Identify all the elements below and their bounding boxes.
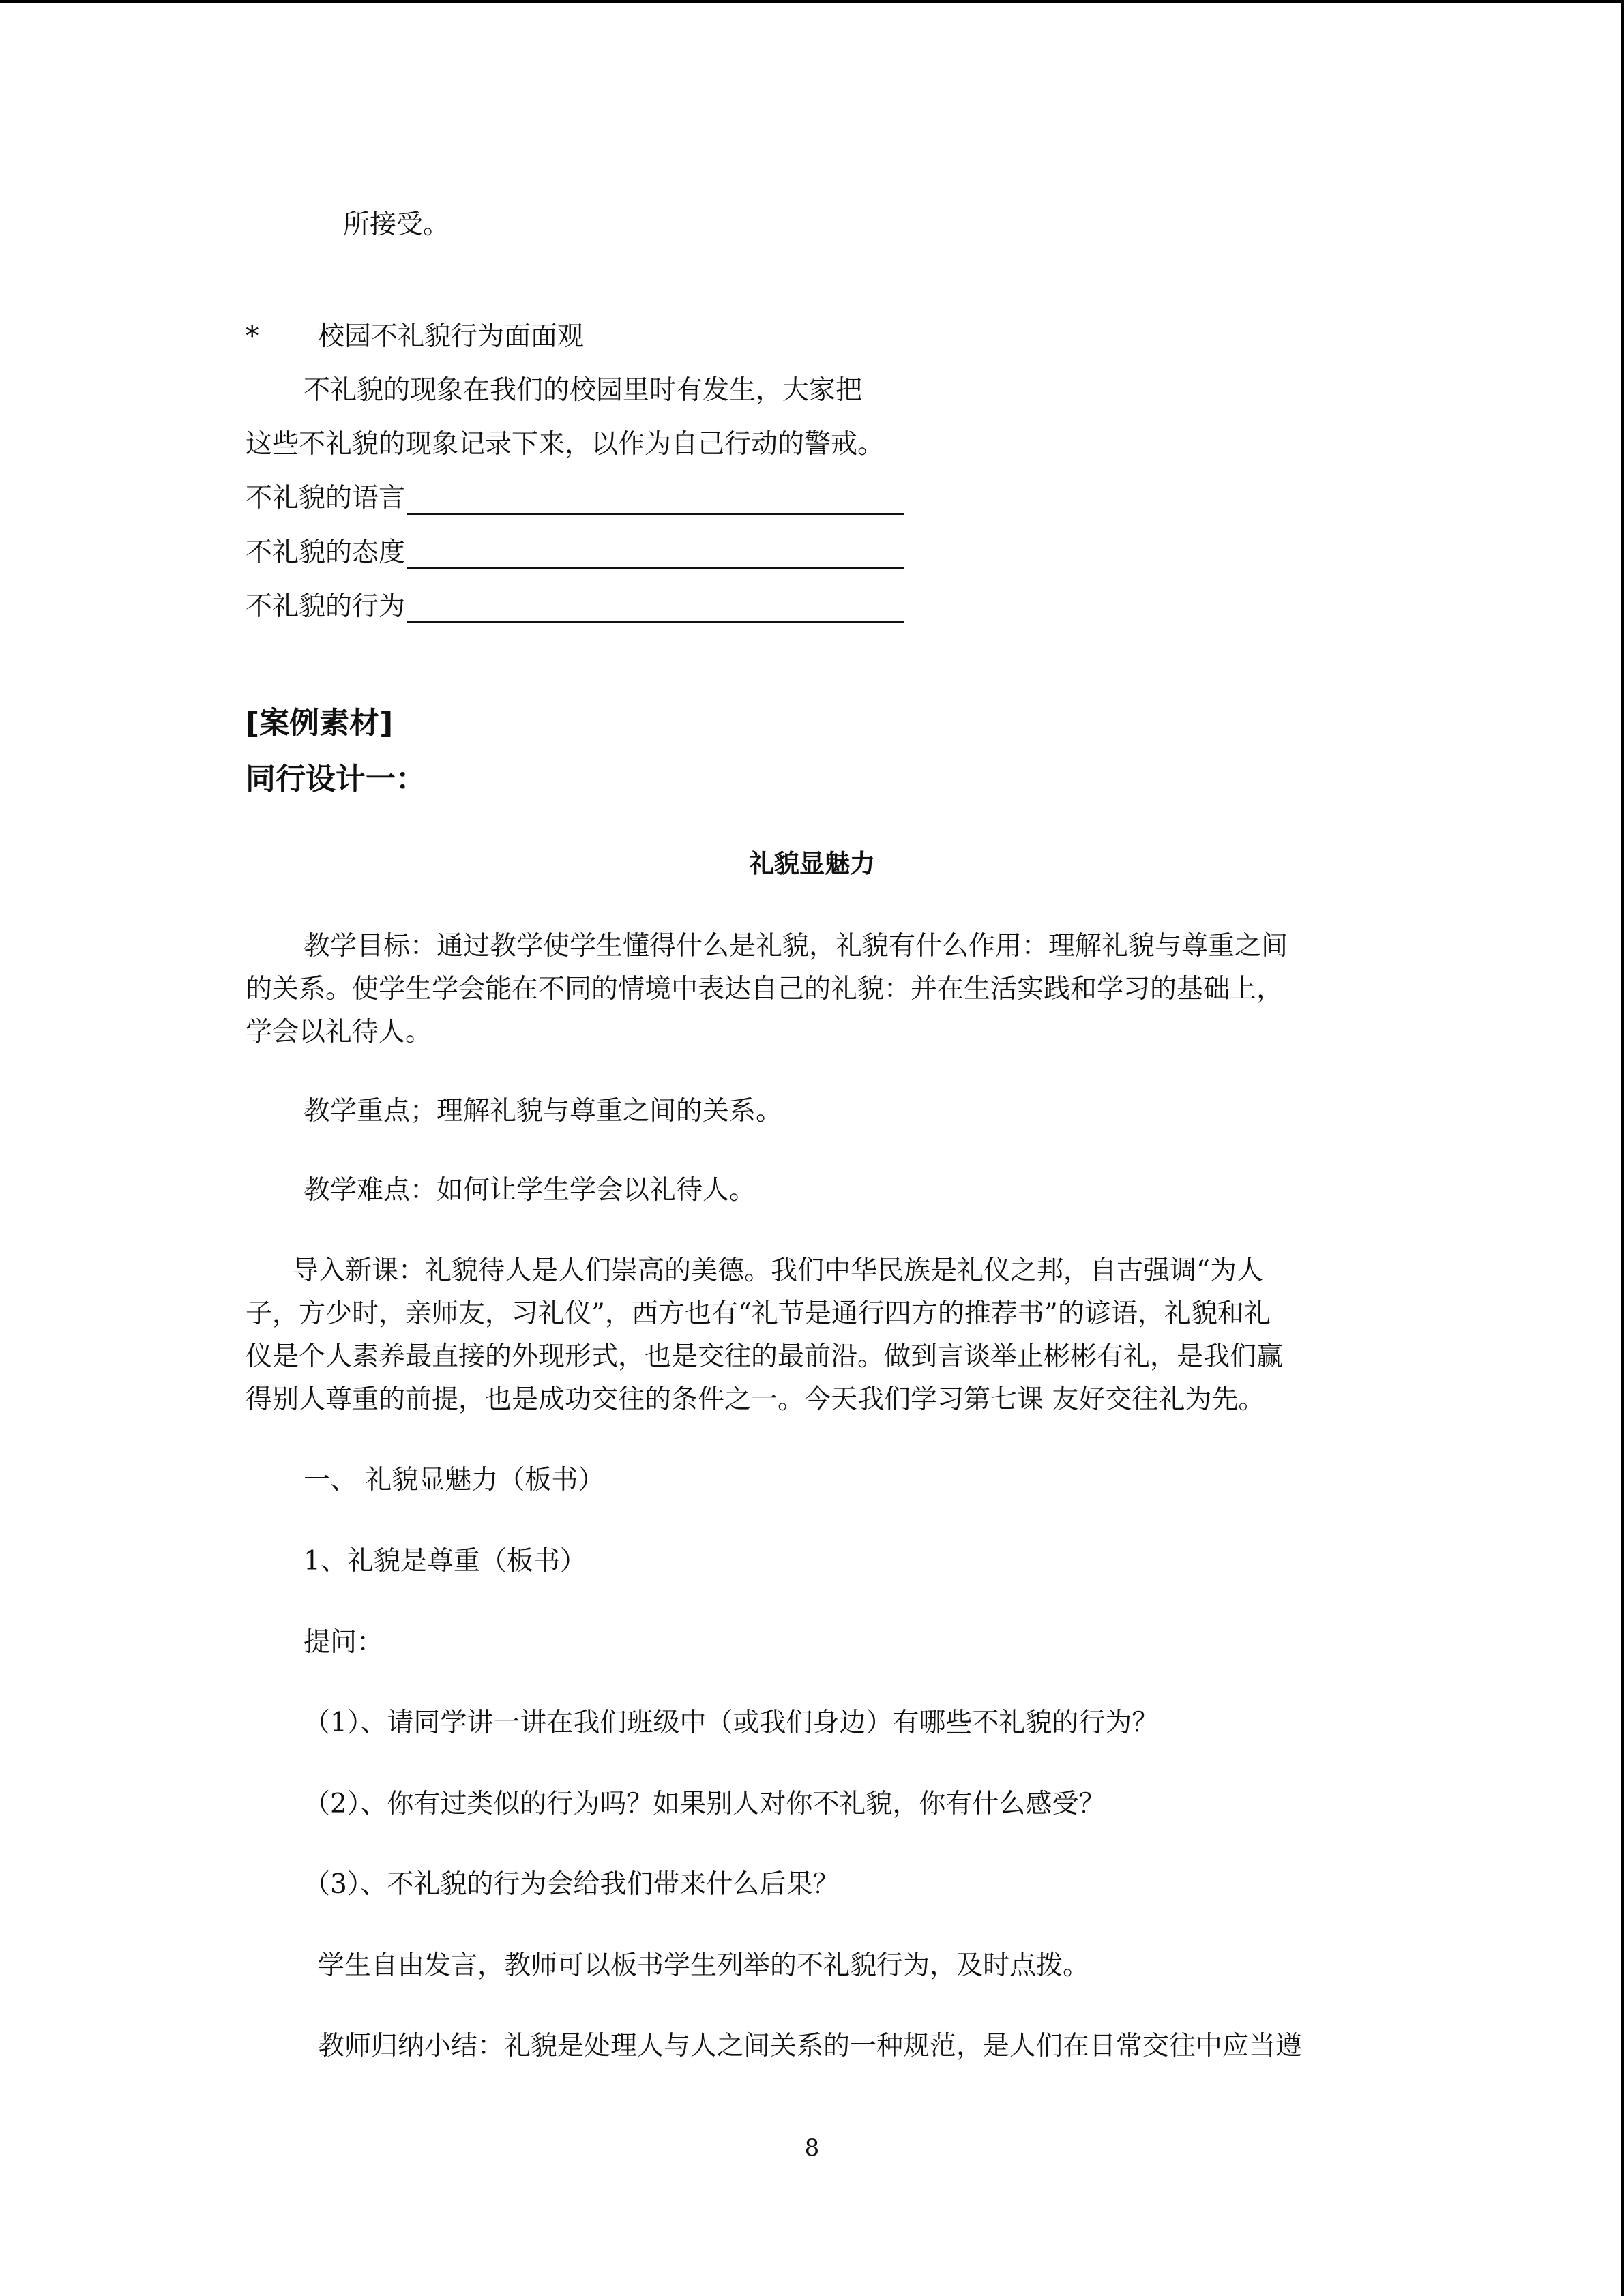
field-label: 不礼貌的语言 (246, 483, 406, 513)
paragraph-line: 教师归纳小结：礼貌是处理人与人之间关系的一种规范，是人们在日常交往中应当遵 (318, 2031, 1303, 2061)
question-intro: 提问： (304, 1627, 384, 1658)
question-item: （1）、请同学讲一讲在我们班级中（或我们身边）有哪些不礼貌的行为？ (304, 1708, 1159, 1738)
bullet-marker: * (246, 321, 259, 352)
blank-line (407, 486, 904, 515)
paragraph-line: 教学目标：通过教学使学生懂得什么是礼貌，礼貌有什么作用：理解礼貌与尊重之间 (304, 931, 1288, 961)
paragraph-line: 的关系。使学生学会能在不同的情境中表达自己的礼貌：并在生活实践和学习的基础上， (246, 974, 1284, 1004)
field-label: 不礼貌的行为 (246, 591, 406, 622)
heading-design-one: 同行设计一： (246, 762, 426, 796)
paragraph-line: 导入新课：礼貌待人是人们崇高的美德。我们中华民族是礼仪之邦，自古强调“为人 (292, 1255, 1263, 1286)
fill-in-language (246, 482, 904, 515)
section-heading-campus: 校园不礼貌行为面面观 (318, 321, 585, 352)
paragraph-line: 这些不礼貌的现象记录下来，以作为自己行动的警戒。 (246, 429, 885, 460)
paragraph-line: 学会以礼待人。 (246, 1017, 432, 1047)
heading-case-material: [案例素材] (246, 706, 394, 741)
subsection-heading: 1、礼貌是尊重（板书） (304, 1546, 587, 1577)
lesson-title: 礼貌显魅力 (749, 849, 875, 878)
paragraph-line: 得别人尊重的前提，也是成功交往的条件之一。今天我们学习第七课 友好交往礼为先。 (246, 1384, 1265, 1415)
key-point: 教学重点；理解礼貌与尊重之间的关系。 (304, 1096, 783, 1127)
page-top-border (0, 0, 1624, 3)
blank-line (407, 540, 904, 569)
fill-in-behavior (246, 591, 904, 623)
blank-line (407, 594, 904, 623)
continuation-line: 所接受。 (343, 209, 450, 240)
page-number: 8 (804, 2134, 820, 2162)
page-right-border (1621, 0, 1624, 2296)
section-one-heading: 一、 礼貌显魅力（板书） (304, 1465, 605, 1495)
paragraph-line: 不礼貌的现象在我们的校园里时有发生，大家把 (304, 375, 863, 406)
paragraph-line: 子，方少时，亲师友，习礼仪”，西方也有“礼节是通行四方的推荐书”的谚语，礼貌和礼 (246, 1298, 1271, 1329)
paragraph-line: 学生自由发言，教师可以板书学生列举的不礼貌行为，及时点拨。 (318, 1950, 1090, 1981)
question-item: （3）、不礼貌的行为会给我们带来什么后果？ (304, 1869, 840, 1900)
fill-in-attitude (246, 537, 904, 569)
difficulty-point: 教学难点：如何让学生学会以礼待人。 (304, 1175, 756, 1206)
paragraph-line: 仪是个人素养最直接的外现形式，也是交往的最前沿。做到言谈举止彬彬有礼，是我们赢 (246, 1341, 1284, 1372)
question-item: （2）、你有过类似的行为吗？如果别人对你不礼貌，你有什么感受？ (304, 1789, 1106, 1819)
field-label: 不礼貌的态度 (246, 537, 406, 568)
